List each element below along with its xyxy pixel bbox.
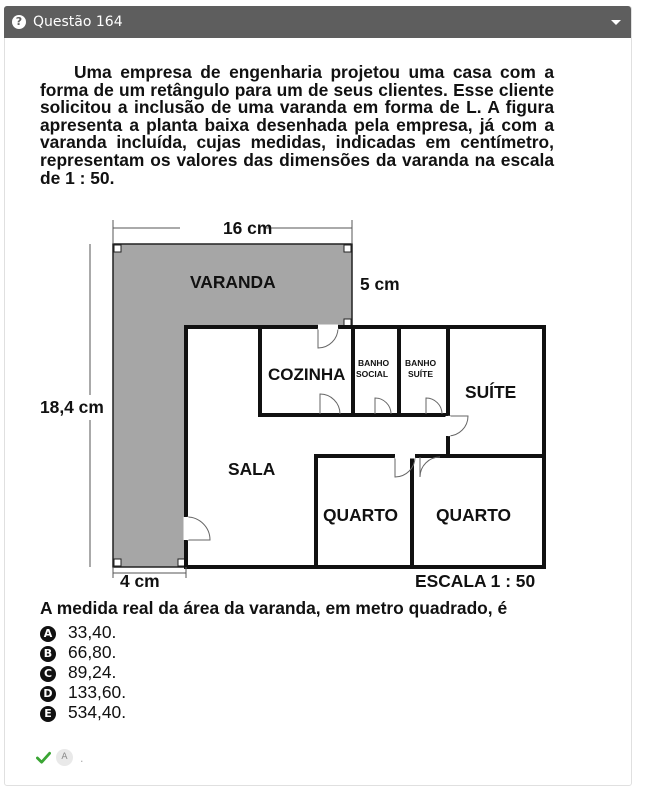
option-letter-b: B [40,646,56,662]
door-swing [320,394,340,414]
room-suite: SUÍTE [465,382,517,402]
door-swing [318,328,338,348]
door-swing [420,457,440,477]
corner-marker [114,245,121,252]
answer-trailing: . [80,752,84,765]
corner-marker [344,245,351,252]
suite-wall [448,415,544,456]
door-swing [187,517,210,540]
floor-plan [30,60,560,600]
option-b [40,642,116,662]
caret-down-icon[interactable] [611,20,621,25]
option-text-d: 133,60. [68,682,127,702]
option-c [40,662,116,682]
option-text-a: 33,40. [68,622,117,642]
scale-label: ESCALA 1 : 50 [415,571,536,591]
room-banho-social-line2: SOCIAL [356,369,389,379]
option-text-c: 89,24. [68,662,117,682]
room-quarto-2: QUARTO [436,505,512,525]
room-cozinha: COZINHA [268,365,346,384]
question-title: Questão 164 [33,14,123,30]
question-prompt: A medida real da área da varanda, em metro quadrado, é [40,598,508,618]
question-image [30,60,560,742]
option-a [40,622,116,642]
option-letter-c: C [40,666,56,682]
dim-right-label: 5 cm [360,274,400,294]
option-letter-e: E [40,706,56,722]
check-icon [36,750,51,765]
option-d [40,682,126,702]
door-swing [426,398,442,414]
door-swing [448,416,468,436]
question-circle-icon: ? [12,15,26,29]
option-e [40,702,126,722]
room-banho-social-line1: BANHO [358,358,390,368]
door-swing [375,398,391,414]
option-text-b: 66,80. [68,642,117,662]
dim-bottom-label: 4 cm [120,571,160,591]
answer-badge[interactable]: A [56,749,73,766]
room-banho-suite-line2: SUÍTE [408,369,434,379]
room-sala: SALA [228,459,276,479]
option-letter-d: D [40,686,56,702]
option-text-e: 534,40. [68,702,127,722]
corner-marker [178,559,185,566]
corner-marker [114,559,121,566]
stem-text: Uma empresa de engenharia projetou uma casa com a forma de um retângulo para um de seus clientes. Esse cliente solicitou a inclusão de uma varanda em forma de L. A figura apresenta a planta baixa desenhada pela empresa, já com a varanda incluída, cujas medidas, indicadas em centímetro, representam os valores das dimensões da varanda na escala de 1 : 50. [40,62,554,188]
dim-top-label: 16 cm [223,218,273,238]
dim-left-label: 18,4 cm [40,397,104,417]
room-banho-suite-line1: BANHO [405,358,437,368]
option-letter-a: A [40,626,56,642]
question-header[interactable] [4,6,631,38]
room-quarto-1: QUARTO [323,505,399,525]
corner-marker [344,319,351,326]
room-varanda: VARANDA [190,272,276,292]
